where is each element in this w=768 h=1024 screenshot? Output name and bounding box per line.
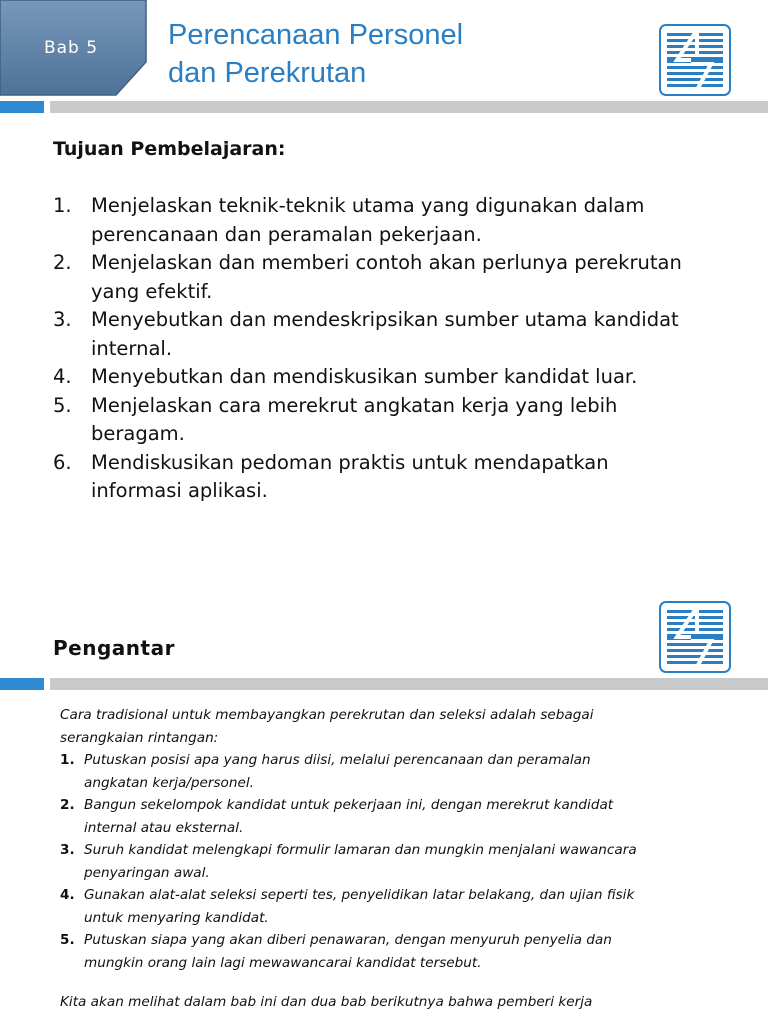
- steps-list: [60, 749, 720, 974]
- list-number: 5.: [60, 932, 75, 948]
- list-item: [53, 392, 733, 449]
- list-item: [53, 249, 733, 306]
- list-line: Menyebutkan dan mendiskusikan sumber kandidat luar.: [91, 365, 638, 388]
- list-line: informasi aplikasi.: [91, 479, 268, 502]
- list-line: Putuskan posisi apa yang harus diisi, melalui perencanaan dan peramalan: [84, 752, 591, 768]
- chapter-tab: [0, 0, 148, 96]
- list-line: Suruh kandidat melengkapi formulir lamaran dan mungkin menjalani wawancara: [84, 842, 637, 858]
- objectives-list: [53, 192, 733, 506]
- intro-body: [60, 704, 720, 1014]
- list-number: 3.: [53, 308, 72, 331]
- list-line: internal.: [91, 336, 173, 360]
- list-number: 4.: [60, 887, 75, 903]
- header-rule-accent: [0, 678, 44, 690]
- list-line: angkatan kerja/personel.: [84, 774, 254, 791]
- list-line: Bangun sekelompok kandidat untuk pekerjaan ini, dengan merekrut kandidat: [84, 797, 614, 813]
- intro-line: Cara tradisional untuk membayangkan perekrutan dan seleksi adalah sebagai: [60, 707, 594, 723]
- slide-title: [168, 16, 463, 92]
- header-rule: [0, 101, 768, 117]
- objectives-heading: Tujuan Pembelajaran:: [53, 138, 286, 160]
- header-rule-line: [50, 678, 768, 690]
- list-number: 5.: [53, 393, 72, 417]
- header-rule-accent: [0, 101, 44, 113]
- list-number: 3.: [60, 842, 75, 858]
- list-number: 6.: [53, 450, 72, 474]
- list-item: [53, 449, 733, 506]
- list-item: [60, 749, 720, 794]
- list-line: perencanaan dan peramalan pekerjaan.: [91, 222, 482, 246]
- list-item: [60, 884, 720, 929]
- list-item: [60, 929, 720, 974]
- list-number: 2.: [60, 797, 75, 813]
- list-line: Putuskan siapa yang akan diberi penawaran, dengan menyuruh penyelia dan: [84, 932, 612, 948]
- slide-title-line-1: Perencanaan Personel: [168, 19, 464, 51]
- list-line: mungkin orang lain lagi mewawancarai kandidat tersebut.: [84, 954, 482, 971]
- list-line: Mendiskusikan pedoman praktis untuk mendapatkan: [91, 450, 609, 474]
- section-title: Pengantar: [53, 636, 175, 660]
- list-line: Menjelaskan dan memberi contoh akan perlunya perekrutan: [91, 251, 682, 274]
- closing-line: Kita akan melihat dalam bab ini dan dua bab berikutnya bahwa pemberi kerja: [60, 994, 593, 1010]
- list-item: [53, 192, 733, 249]
- intro-line: serangkaian rintangan:: [60, 729, 219, 746]
- list-number: 4.: [53, 365, 72, 388]
- list-line: yang efektif.: [91, 279, 213, 303]
- list-item: [60, 839, 720, 884]
- list-item: [53, 363, 733, 392]
- publisher-logo-icon: [659, 601, 731, 673]
- publisher-logo-icon: [659, 24, 731, 96]
- list-line: penyaringan awal.: [84, 864, 210, 881]
- list-item: [60, 794, 720, 839]
- header-rule: [0, 678, 768, 694]
- list-number: 1.: [60, 752, 75, 768]
- list-line: Menjelaskan cara merekrut angkatan kerja yang lebih: [91, 393, 618, 417]
- list-line: Menyebutkan dan mendeskripsikan sumber utama kandidat: [91, 308, 679, 331]
- slide-title-line-2: dan Perekrutan: [168, 57, 367, 89]
- list-line: untuk menyaring kandidat.: [84, 909, 269, 926]
- list-line: internal atau eksternal.: [84, 819, 244, 836]
- header-rule-line: [50, 101, 768, 113]
- list-line: beragam.: [91, 422, 185, 445]
- list-number: 2.: [53, 251, 72, 274]
- list-number: 1.: [53, 194, 72, 217]
- list-line: Gunakan alat-alat seleksi seperti tes, penyelidikan latar belakang, dan ujian fisik: [84, 887, 635, 903]
- list-line: Menjelaskan teknik-teknik utama yang digunakan dalam: [91, 194, 645, 217]
- slide-2: [0, 590, 768, 1024]
- chapter-label: Bab 5: [43, 38, 99, 58]
- list-item: [53, 306, 733, 363]
